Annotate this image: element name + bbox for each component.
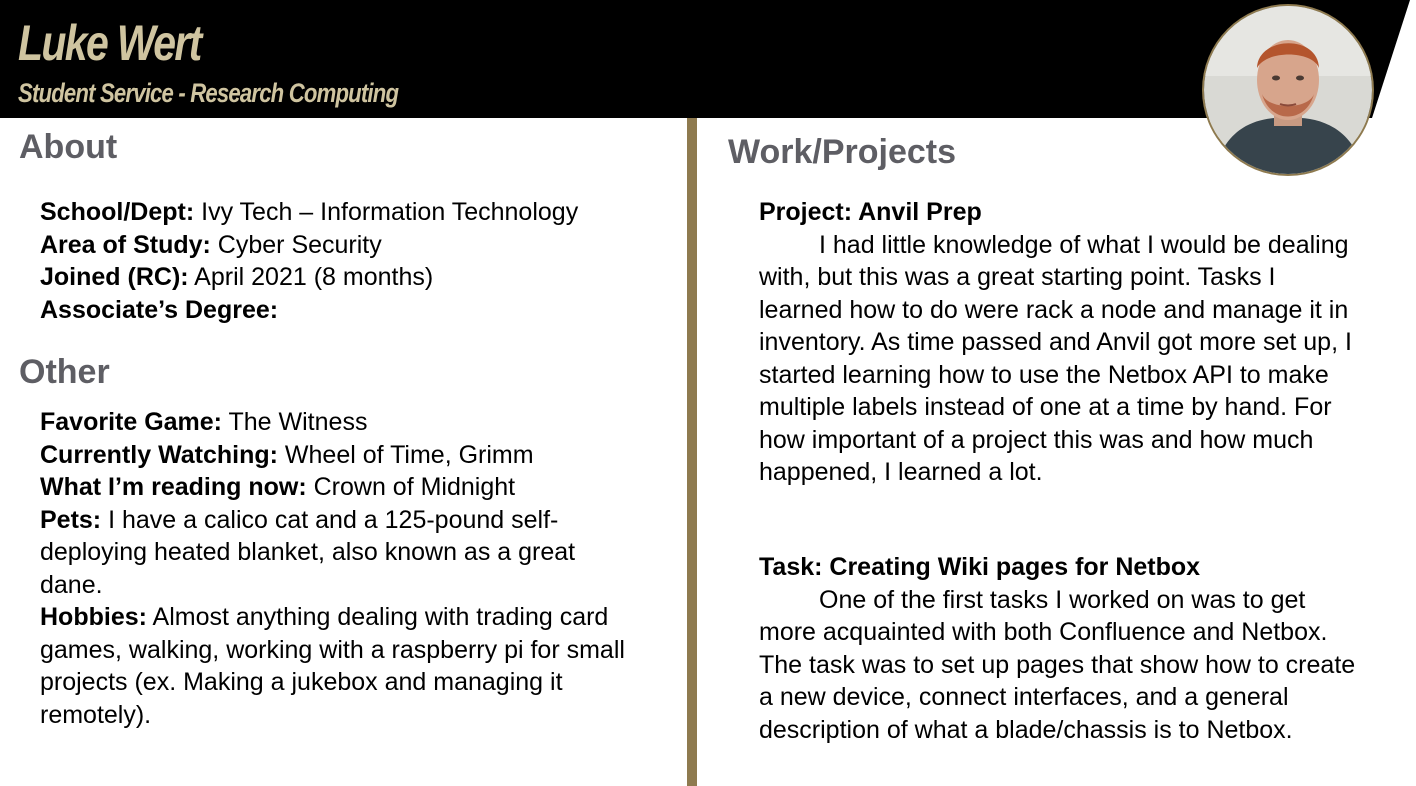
other-value: Wheel of Time, Grimm: [277, 440, 534, 469]
other-row-pets: [40, 504, 625, 602]
about-row-study: [40, 229, 578, 262]
about-heading: About: [19, 128, 118, 166]
profile-photo: [1204, 6, 1372, 174]
about-value: Cyber Security: [210, 230, 382, 259]
other-label: Currently Watching:: [40, 440, 278, 469]
other-label: Favorite Game:: [40, 408, 223, 436]
other-heading: Other: [19, 353, 110, 391]
work-heading: Work/Projects: [728, 133, 957, 171]
project-title: Project: Anvil Prep: [759, 198, 982, 226]
other-label: What I’m reading now:: [40, 473, 307, 501]
other-row-hobbies: [40, 601, 625, 731]
about-label: School/Dept:: [40, 198, 195, 226]
task-title: Task: Creating Wiki pages for Netbox: [759, 553, 1201, 581]
project-anvil: [759, 196, 1359, 489]
header-banner: [0, 0, 1416, 118]
about-row-degree: [40, 294, 578, 327]
task-wiki: [759, 551, 1359, 746]
about-row-school: [40, 196, 578, 229]
about-label: Area of Study:: [40, 230, 211, 259]
project-body: I had little knowledge of what I would be dealing with, but this was a great starting point. Tasks I learned how to do were rack a node and manage it in inventory. As time passed and Anvil got more set up, I started learning how to use the Netbox API to make multiple labels instead of one at a time by hand. For how important of a project this was and how much happened, I learned a lot.: [759, 230, 1352, 486]
about-value: April 2021 (8 months): [188, 263, 434, 291]
other-row-watching: [40, 439, 625, 472]
other-row-game: [40, 406, 625, 439]
other-row-reading: [40, 471, 625, 504]
column-divider: [687, 118, 697, 786]
person-role: Student Service - Research Computing: [18, 78, 399, 108]
other-value: Almost anything dealing with trading card games, walking, working with a raspberry pi for small projects (ex. Making a jukebox and managing it remotely).: [40, 603, 625, 729]
other-value: I have a calico cat and a 125-pound self-deploying heated blanket, also known as a great dane.: [40, 505, 576, 599]
person-name: Luke Wert: [18, 15, 201, 71]
about-label: Associate’s Degree:: [40, 295, 279, 324]
about-list: [40, 196, 578, 326]
other-value: Crown of Midnight: [306, 473, 516, 501]
about-label: Joined (RC):: [40, 263, 189, 291]
other-list: [40, 406, 625, 731]
other-value: The Witness: [222, 408, 368, 436]
other-label: Hobbies:: [40, 603, 147, 631]
task-body: One of the first tasks I worked on was to get more acquainted with both Confluence and Netbox. The task was to set up pages that show how to create a new device, connect interfaces, and a general description of what a blade/chassis is to Netbox.: [759, 585, 1356, 744]
about-value: Ivy Tech – Information Technology: [194, 198, 579, 226]
other-label: Pets:: [40, 505, 102, 534]
about-row-joined: [40, 261, 578, 294]
